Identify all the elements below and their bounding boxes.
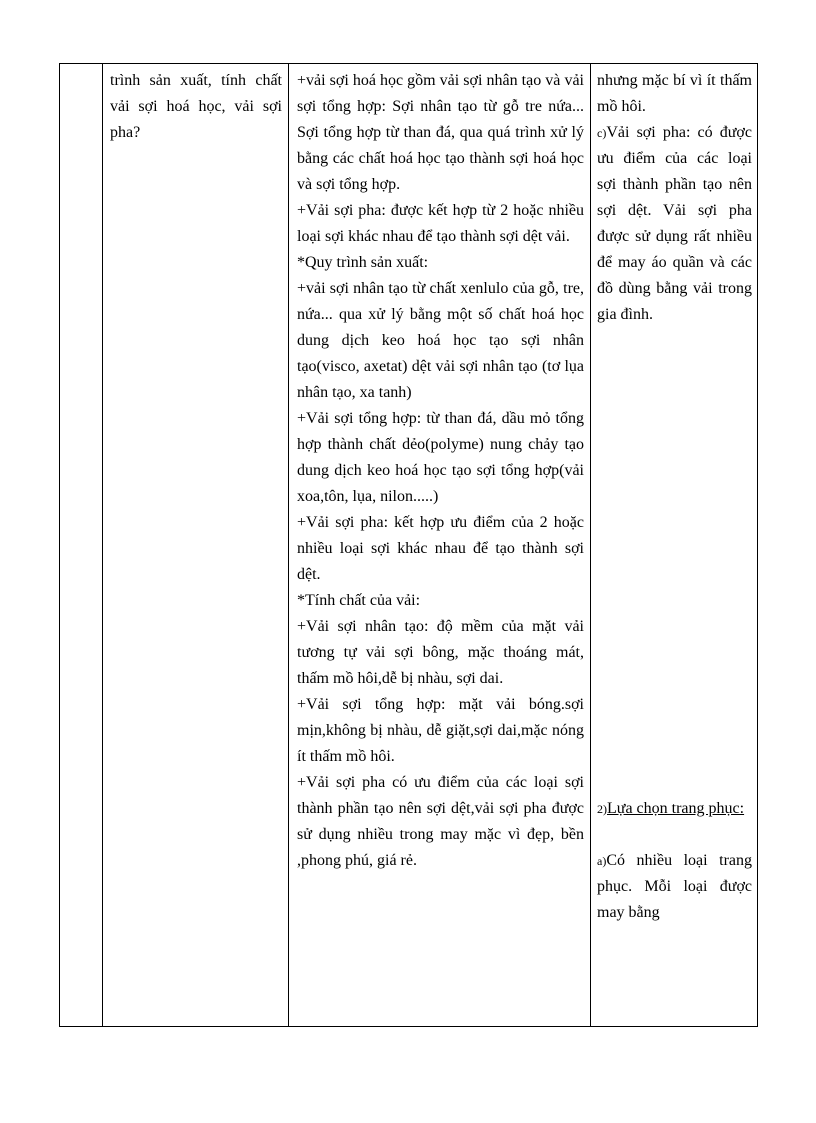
note-a-label: a) [597,854,607,868]
lesson-table [59,63,758,1027]
section-title: Lựa chọn trang phục: [607,800,745,817]
content-line: +Vải sợi tổng hợp: mặt vải bóng.sợi mịn,không bị nhàu, dễ giặt,sợi dai,mặc nóng ít thấm mồ hôi. [297,696,584,765]
section-number: 2) [597,802,607,816]
content-cell [289,64,591,1027]
note-a-text: Có nhiều loại trang phục. Mỗi loại được may bằng [597,852,752,921]
notes-cell [591,64,758,1027]
content-line: +Vải sợi nhân tạo: độ mềm của mặt vải tương tự vải sợi bông, mặc thoáng mát, thấm mồ hôi,dễ bị nhàu, sợi dai. [297,618,584,687]
content-line: +Vải sợi pha: kết hợp ưu điểm của 2 hoặc nhiều loại sợi khác nhau để tạo thành sợi dệt. [297,514,584,583]
note-c-label: c) [597,126,607,140]
note-c-text: Vải sợi pha: có được ưu điểm của các loại sợi thành phần tạo nên sợi dệt. Vải sợi pha được sử dụng rất nhiều để may áo quần và các đồ dùng bằng vải trong gia đình. [597,124,752,323]
section-heading [597,796,752,822]
question-cell [103,64,289,1027]
table-row [60,64,758,1027]
content-line: +Vải sợi pha: được kết hợp từ 2 hoặc nhiều loại sợi khác nhau để tạo thành sợi dệt vải. [297,202,584,245]
content-heading: *Quy trình sản xuất: [297,254,429,271]
note-top-text: nhưng mặc bí vì ít thấm mồ hôi. [597,72,752,115]
content-line: +vải sợi hoá học gồm vải sợi nhân tạo và vải sợi tổng hợp: Sợi nhân tạo từ gỗ tre nứa... Sợi tổng hợp từ than đá, qua quá trình xử lý bằng các chất hoá học tạo thành sợi hoá học và sợi tổng hợp. [297,72,584,193]
content-line: +Vải sợi tổng hợp: từ than đá, dầu mỏ tổng hợp thành chất dẻo(polyme) nung chảy tạo dung dịch keo hoá học tạo sợi tổng hợp(vải xoa,tôn, lụa, nilon.....) [297,410,584,505]
note-a [597,848,752,926]
stt-cell [60,64,103,1027]
note-c [597,120,752,328]
blank-space [597,328,752,796]
blank-line [597,822,752,848]
question-text: trình sản xuất, tính chất vải sợi hoá học, vải sợi pha? [110,72,282,141]
content-heading: *Tính chất của vải: [297,592,421,609]
content-line: +vải sợi nhân tạo từ chất xenlulo của gỗ, tre, nứa... qua xử lý bằng một số chất hoá học dung dịch keo hoá học tạo sợi nhân tạo(visco, axetat) dệt vải sợi nhân tạo (tơ lụa nhân tạo, xa tanh) [297,280,584,401]
content-line: +Vải sợi pha có ưu điểm của các loại sợi thành phần tạo nên sợi dệt,vải sợi pha được sử dụng nhiều trong may mặc vì đẹp, bền ,phong phú, giá rẻ. [297,774,584,869]
